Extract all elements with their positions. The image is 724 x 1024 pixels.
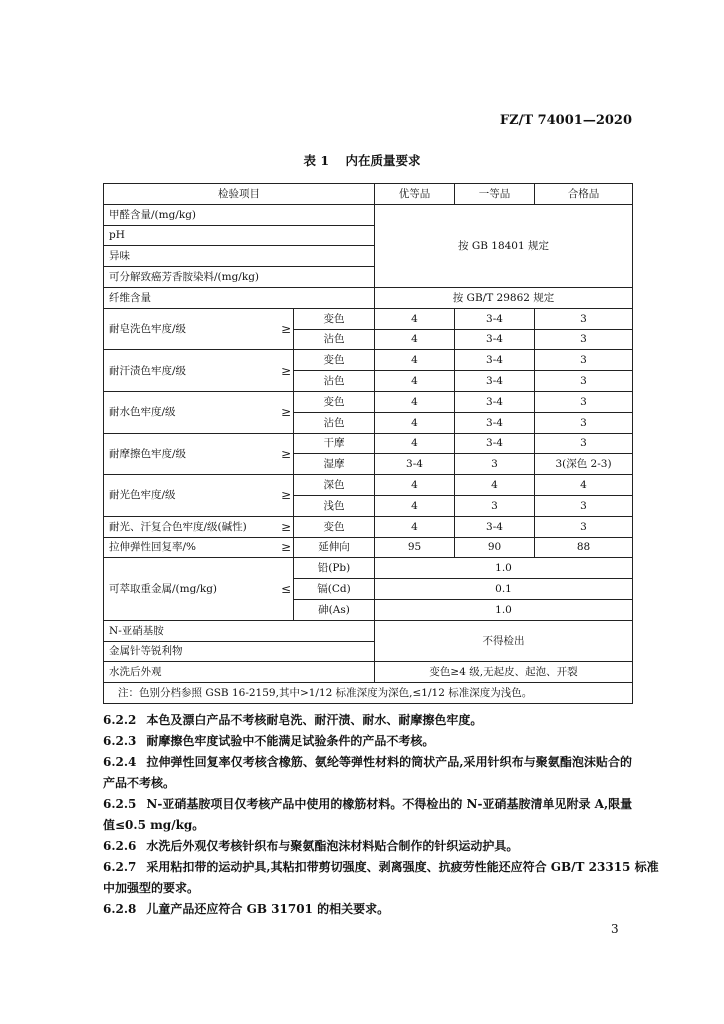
sub-item: 变色 (294, 308, 375, 329)
sub-item: 沾色 (294, 371, 375, 392)
table-row (104, 433, 633, 454)
first-grade-value: 3-4 (455, 391, 535, 412)
item-label: 拉伸弹性回复率/% (109, 541, 197, 554)
requirement-value: 按 GB 18401 规定 (375, 204, 633, 287)
item-cell (104, 391, 294, 433)
item-label: 金属针等锐利物 (104, 641, 375, 662)
sub-item: 沾色 (294, 329, 375, 350)
table-row (104, 204, 633, 225)
comparison-symbol: ≥ (280, 446, 291, 461)
clause-number: 6.2.7 (103, 860, 137, 874)
table-row (104, 308, 633, 329)
premium-value: 4 (375, 371, 455, 392)
item-cell (104, 537, 294, 558)
clause-text: 耐摩擦色牢度试验中不能满足试验条件的产品不考核。 (146, 734, 435, 748)
clause-line (103, 836, 632, 857)
item-label: 甲醛含量/(mg/kg) (104, 204, 375, 225)
clause-line (103, 731, 632, 752)
limit-value: 0.1 (375, 579, 633, 600)
requirement-value: 按 GB/T 29862 规定 (375, 287, 633, 308)
clause-line (103, 857, 659, 878)
requirement-value: 不得检出 (375, 620, 633, 662)
clause-line (103, 815, 632, 836)
table-row (104, 475, 633, 496)
first-grade-value: 90 (455, 537, 535, 558)
table-note: 注：色别分档参照 GSB 16-2159,其中>1/12 标准深度为深色,≤1/12 标准深度为浅色。 (104, 683, 633, 704)
header-item: 检验项目 (104, 184, 375, 205)
qualified-value: 3 (535, 412, 633, 433)
clause-6-2-4 (103, 752, 632, 794)
qualified-value: 4 (535, 475, 633, 496)
clause-6-2-8 (103, 899, 632, 920)
header-first-grade: 一等品 (455, 184, 535, 205)
table-row (104, 287, 633, 308)
premium-value: 4 (375, 308, 455, 329)
clause-number: 6.2.6 (103, 839, 137, 853)
item-label: 耐光、汗复合色牢度/级(碱性) (109, 520, 247, 533)
first-grade-value: 3 (455, 495, 535, 516)
clause-text: 中加强型的要求。 (103, 881, 200, 895)
premium-value: 4 (375, 391, 455, 412)
table-row (104, 537, 633, 558)
table-caption-title: 内在质量要求 (345, 153, 421, 168)
table-row (104, 558, 633, 579)
clause-text: 儿童产品还应符合 GB 31701 的相关要求。 (146, 902, 390, 916)
table-row (104, 516, 633, 537)
item-cell (104, 558, 294, 620)
clause-text: 产品不考核。 (103, 776, 176, 790)
comparison-symbol: ≥ (280, 405, 291, 420)
qualified-value: 3(深色 2-3) (535, 454, 633, 475)
table-row (104, 350, 633, 371)
qualified-value: 3 (535, 350, 633, 371)
first-grade-value: 3 (455, 454, 535, 475)
item-label: 可分解致癌芳香胺染料/(mg/kg) (104, 267, 375, 288)
sub-item: 沾色 (294, 412, 375, 433)
table-note-row (104, 683, 633, 704)
premium-value: 4 (375, 475, 455, 496)
comparison-symbol: ≤ (280, 582, 291, 597)
item-label: 耐摩擦色牢度/级 (109, 447, 187, 460)
qualified-value: 3 (535, 433, 633, 454)
header-qualified: 合格品 (535, 184, 633, 205)
premium-value: 3-4 (375, 454, 455, 475)
page-number: 3 (611, 922, 619, 936)
qualified-value: 3 (535, 516, 633, 537)
item-cell (104, 308, 294, 350)
sub-item: 变色 (294, 391, 375, 412)
table-caption (0, 151, 724, 169)
item-label: 纤维含量 (104, 287, 375, 308)
clause-6-2-6 (103, 836, 632, 857)
comparison-symbol: ≥ (280, 322, 291, 337)
item-label: 耐汗渍色牢度/级 (109, 364, 187, 377)
sub-item: 镉(Cd) (294, 579, 375, 600)
qualified-value: 3 (535, 371, 633, 392)
clause-6-2-2 (103, 710, 632, 731)
item-cell (104, 350, 294, 392)
qualified-value: 3 (535, 495, 633, 516)
qualified-value: 3 (535, 308, 633, 329)
clause-number: 6.2.2 (103, 713, 137, 727)
item-label: 耐皂洗色牢度/级 (109, 323, 187, 336)
qualified-value: 3 (535, 391, 633, 412)
item-label: 可萃取重金属/(mg/kg) (109, 583, 218, 596)
table-row (104, 620, 633, 641)
clause-line (103, 794, 632, 815)
table-header-row (104, 184, 633, 205)
sub-item: 干摩 (294, 433, 375, 454)
premium-value: 4 (375, 329, 455, 350)
clause-text: 值≤0.5 mg/kg。 (103, 818, 205, 832)
item-label: 耐光色牢度/级 (109, 489, 176, 502)
first-grade-value: 4 (455, 475, 535, 496)
item-cell (104, 475, 294, 517)
clause-6-2-5 (103, 794, 632, 836)
sub-item: 铅(Pb) (294, 558, 375, 579)
premium-value: 4 (375, 350, 455, 371)
sub-item: 变色 (294, 350, 375, 371)
clause-text: 水洗后外观仅考核针织布与聚氨酯泡沫材料贴合制作的针织运动护具。 (146, 839, 519, 853)
sub-item: 变色 (294, 516, 375, 537)
sub-item: 延伸向 (294, 537, 375, 558)
clause-text: N-亚硝基胺项目仅考核产品中使用的橡筋材料。不得检出的 N-亚硝基胺清单见附录 A,限量 (146, 797, 633, 811)
clause-number: 6.2.4 (103, 755, 137, 769)
item-label: 耐水色牢度/级 (109, 406, 176, 419)
sub-item: 深色 (294, 475, 375, 496)
clause-line (103, 878, 632, 899)
clause-line (103, 773, 632, 794)
clause-line (103, 752, 632, 773)
clause-number: 6.2.8 (103, 902, 137, 916)
clause-6-2-7 (103, 857, 659, 899)
clause-6-2-3 (103, 731, 632, 752)
clause-line (103, 899, 632, 920)
clause-text: 拉伸弹性回复率仅考核含橡筋、氨纶等弹性材料的筒状产品,采用针织布与聚氨酯泡沫贴合的 (146, 755, 632, 769)
comparison-symbol: ≥ (280, 540, 291, 555)
first-grade-value: 3-4 (455, 412, 535, 433)
comparison-symbol: ≥ (280, 363, 291, 378)
first-grade-value: 3-4 (455, 516, 535, 537)
requirement-value: 变色≥4 级,无起皮、起泡、开裂 (375, 662, 633, 683)
clause-text: 采用粘扣带的运动护具,其粘扣带剪切强度、剥离强度、抗疲劳性能还应符合 GB/T 23315 标准 (146, 860, 659, 874)
premium-value: 4 (375, 433, 455, 454)
quality-requirements-table (103, 183, 633, 704)
first-grade-value: 3-4 (455, 350, 535, 371)
item-cell (104, 516, 294, 537)
header-premium: 优等品 (375, 184, 455, 205)
table-row (104, 391, 633, 412)
table-caption-number: 表 1 (303, 153, 330, 168)
qualified-value: 88 (535, 537, 633, 558)
clause-text: 本色及漂白产品不考核耐皂洗、耐汗渍、耐水、耐摩擦色牢度。 (146, 713, 483, 727)
comparison-symbol: ≥ (280, 519, 291, 534)
clause-number: 6.2.3 (103, 734, 137, 748)
limit-value: 1.0 (375, 599, 633, 620)
premium-value: 4 (375, 516, 455, 537)
item-label: 水洗后外观 (104, 662, 375, 683)
qualified-value: 3 (535, 329, 633, 350)
standard-number: FZ/T 74001—2020 (499, 113, 632, 128)
item-label: pH (104, 225, 375, 246)
first-grade-value: 3-4 (455, 329, 535, 350)
item-label: 异味 (104, 246, 375, 267)
premium-value: 95 (375, 537, 455, 558)
premium-value: 4 (375, 495, 455, 516)
clause-line (103, 710, 632, 731)
limit-value: 1.0 (375, 558, 633, 579)
sub-item: 砷(As) (294, 599, 375, 620)
sub-item: 浅色 (294, 495, 375, 516)
clause-number: 6.2.5 (103, 797, 137, 811)
premium-value: 4 (375, 412, 455, 433)
item-label: N-亚硝基胺 (104, 620, 375, 641)
sub-item: 湿摩 (294, 454, 375, 475)
first-grade-value: 3-4 (455, 433, 535, 454)
table-row (104, 662, 633, 683)
item-cell (104, 433, 294, 475)
comparison-symbol: ≥ (280, 488, 291, 503)
first-grade-value: 3-4 (455, 308, 535, 329)
first-grade-value: 3-4 (455, 371, 535, 392)
